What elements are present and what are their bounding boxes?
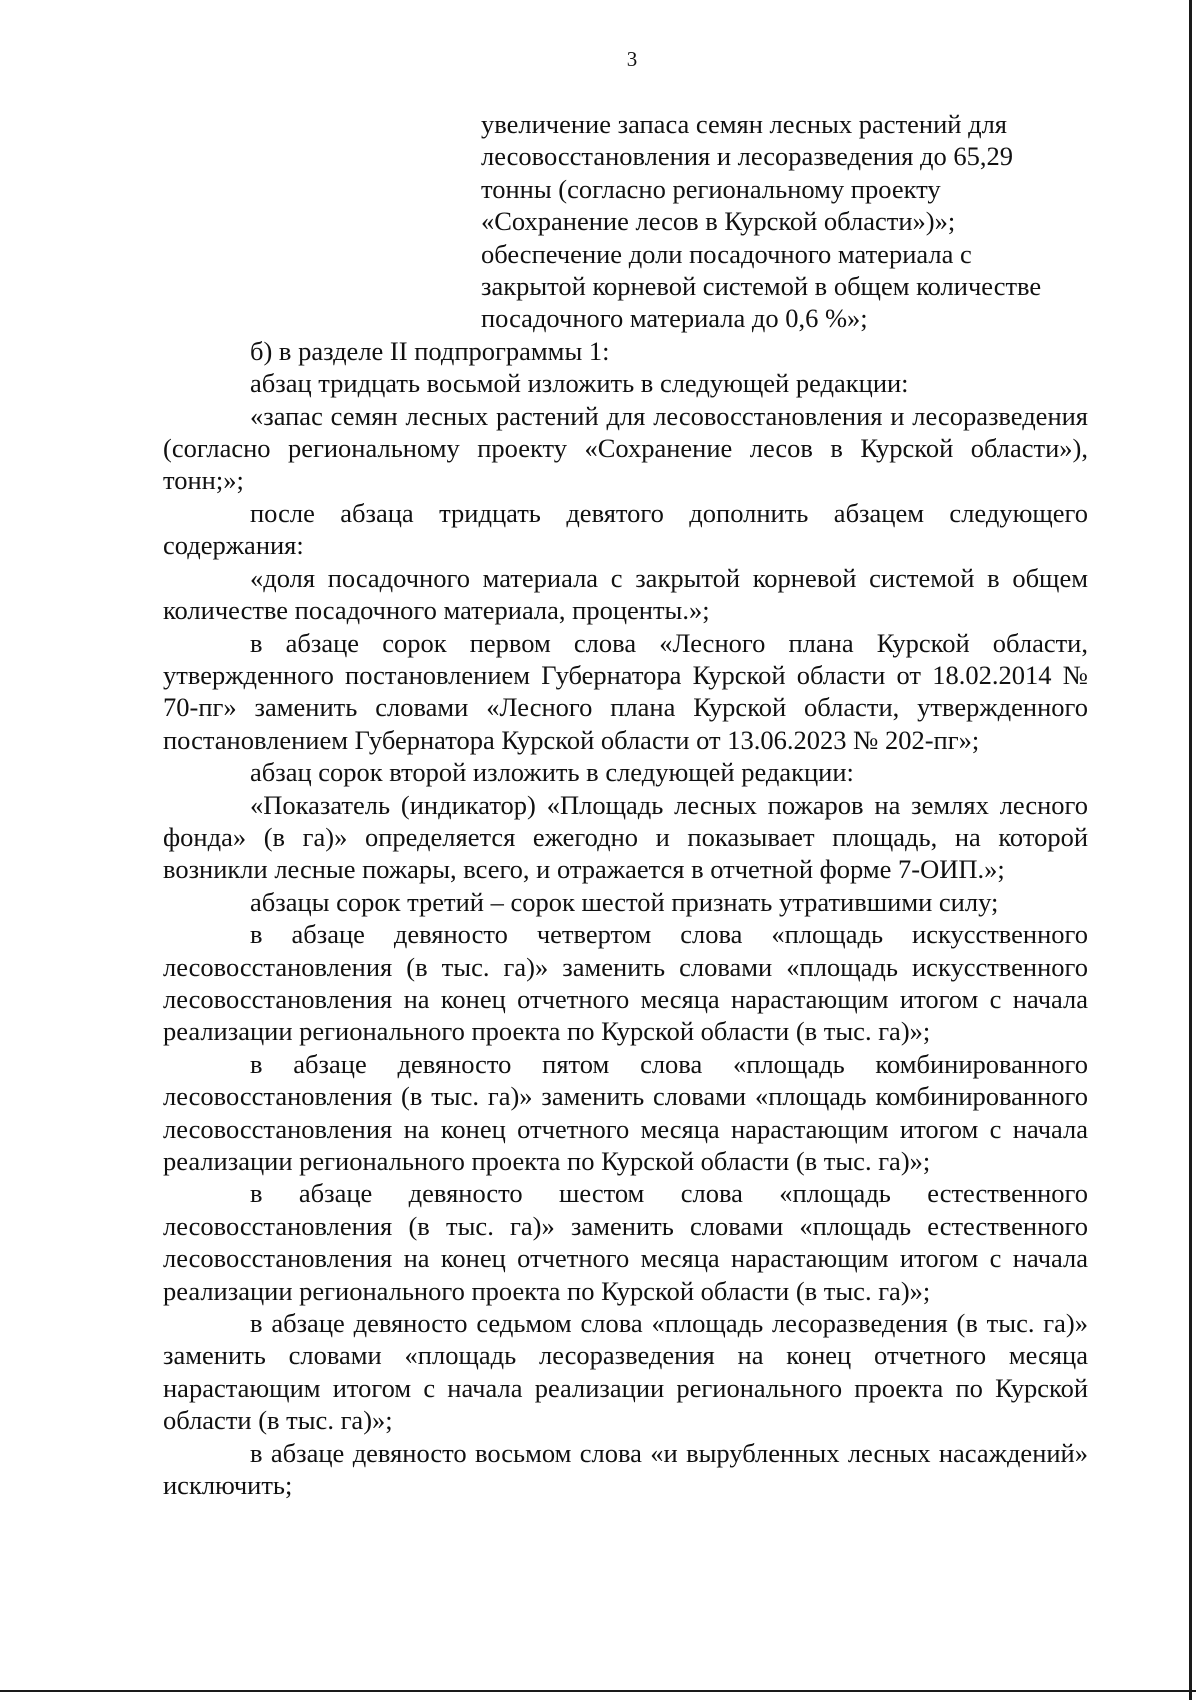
- paragraph: в абзаце сорок первом слова «Лесного плана Курской области, утвержденного постановлением Губернатора Курской области от 18.02.2014 № 70-пг» заменить словами «Лесного плана Курской области, утвержденного постановлением Губернатора Курской области от 13.06.2023 № 202-пг»;: [163, 627, 1088, 755]
- page-right-border: [1189, 0, 1192, 1700]
- quoted-line: обеспечение доли посадочного материала с: [481, 238, 972, 269]
- quoted-line: «Сохранение лесов в Курской области»)»;: [481, 206, 956, 237]
- quoted-amendment-block: [481, 108, 1088, 335]
- page-number: 3: [626, 47, 638, 71]
- quoted-line: лесовосстановления и лесоразведения до 65,29: [481, 141, 1013, 172]
- document-body: [163, 108, 1088, 1501]
- paragraph: абзацы сорок третий – сорок шестой признать утратившими силу;: [250, 886, 999, 917]
- quoted-line: увеличение запаса семян лесных растений для: [481, 109, 1007, 139]
- paragraph-quoted: «доля посадочного материала с закрытой корневой системой в общем количестве посадочного материала, проценты.»;: [163, 562, 1088, 626]
- page-bottom-border: [0, 1690, 1196, 1692]
- paragraph: в абзаце девяносто восьмом слова «и вырубленных лесных насаждений» исключить;: [163, 1437, 1088, 1501]
- paragraph-quoted: «запас семян лесных растений для лесовосстановления и лесоразведения (согласно региональному проекту «Сохранение лесов в Курской области»), тонн;»;: [163, 400, 1088, 496]
- paragraph: в абзаце девяносто четвертом слова «площадь искусственного лесовосстановления (в тыс. га)» заменить словами «площадь искусственного лесовосстановления на конец отчетного месяца нарастающим итогом с начала реализации регионального проекта по Курской области (в тыс. га)»;: [163, 919, 1088, 1047]
- paragraph: в абзаце девяносто шестом слова «площадь естественного лесовосстановления (в тыс. га)» заменить словами «площадь естественного лесовосстановления на конец отчетного месяца нарастающим итогом с начала реализации регионального проекта по Курской области (в тыс. га)»;: [163, 1178, 1088, 1306]
- paragraph-section-heading: б) в разделе II подпрограммы 1:: [250, 335, 610, 366]
- paragraph: после абзаца тридцать девятого дополнить абзацем следующего содержания:: [163, 497, 1088, 561]
- quoted-line: закрытой корневой системой в общем количестве: [481, 271, 1042, 302]
- quoted-line: тонны (согласно региональному проекту: [481, 173, 941, 204]
- paragraph: абзац сорок второй изложить в следующей редакции:: [250, 757, 854, 788]
- paragraph: абзац тридцать восьмой изложить в следующей редакции:: [250, 368, 909, 399]
- paragraph: в абзаце девяносто седьмом слова «площадь лесоразведения (в тыс. га)» заменить словами «площадь лесоразведения на конец отчетного месяца нарастающим итогом с начала реализации регионального проекта по Курской области (в тыс. га)»;: [163, 1308, 1088, 1436]
- paragraph-quoted: «Показатель (индикатор) «Площадь лесных пожаров на землях лесного фонда» (в га)» определяется ежегодно и показывает площадь, на которой возникли лесные пожары, всего, и отражается в отчетной форме 7-ОИП.»;: [163, 789, 1088, 885]
- paragraph: в абзаце девяносто пятом слова «площадь комбинированного лесовосстановления (в тыс. га)» заменить словами «площадь комбинированного лесовосстановления на конец отчетного месяца нарастающим итогом с начала реализации регионального проекта по Курской области (в тыс. га)»;: [163, 1048, 1088, 1176]
- quoted-line: посадочного материала до 0,6 %»;: [481, 303, 868, 334]
